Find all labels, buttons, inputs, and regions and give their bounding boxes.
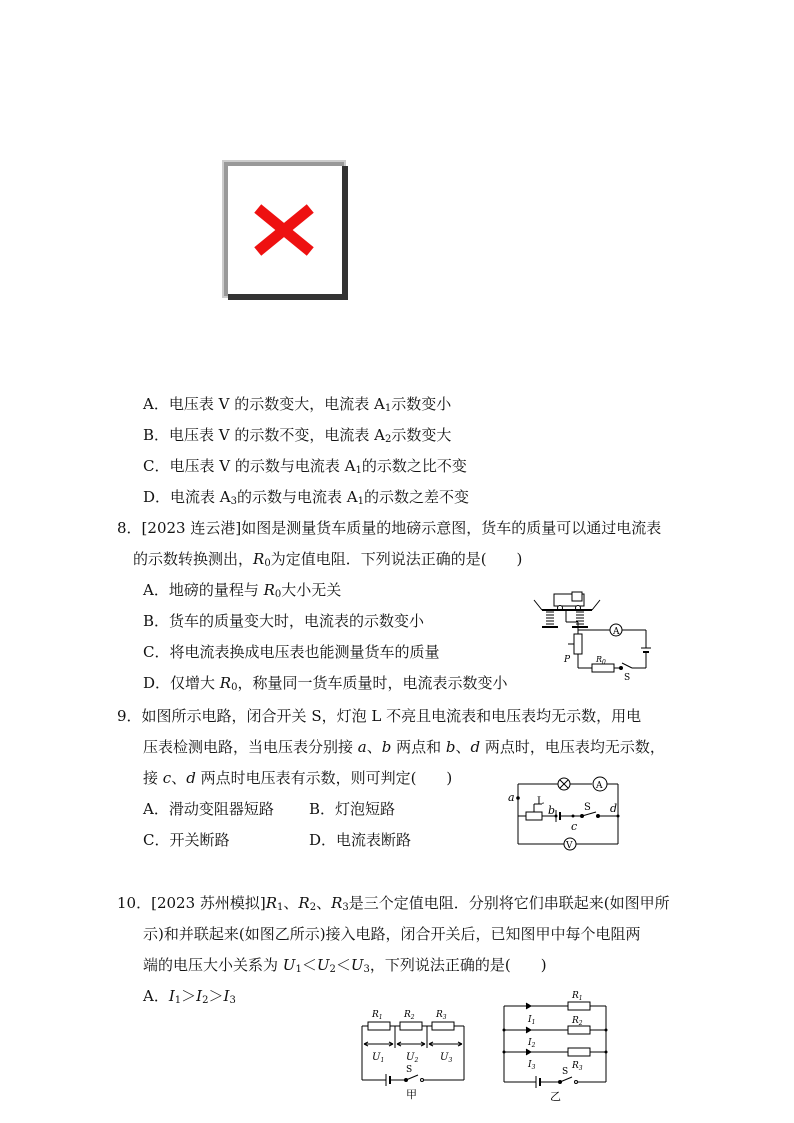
q10-stem-line1: [117, 893, 670, 918]
symbol: U: [372, 1052, 381, 1063]
q9-option-c: C．开关断路: [143, 831, 230, 849]
symbol: U: [440, 1052, 449, 1063]
label-switch: S: [406, 1065, 413, 1075]
subscript: 0: [264, 558, 271, 569]
subscript: 3: [229, 995, 236, 1006]
subscript: 2: [385, 434, 392, 445]
q7-option-b-text: B．电压表 V 的示数不变，电流表 A: [143, 426, 385, 444]
caption-yi: 乙: [550, 1090, 561, 1102]
q9-stem-line3: [143, 768, 452, 788]
point-b: b: [381, 738, 392, 756]
subscript: 1: [378, 1014, 383, 1021]
text: ＜: [335, 956, 351, 974]
subscript: 0: [602, 659, 606, 666]
text: 、: [283, 894, 299, 912]
label-r2: [403, 1010, 415, 1021]
symbol: R: [572, 991, 579, 1001]
label-c: c: [571, 820, 578, 833]
text: ＞: [181, 987, 197, 1005]
symbol: R: [404, 1010, 411, 1020]
symbol: I: [168, 987, 175, 1005]
symbol: R: [219, 674, 232, 692]
subscript: 0: [231, 682, 238, 693]
text: 大小无关: [281, 581, 342, 599]
q7-option-b-text-end: 示数变大: [391, 426, 452, 444]
label-u1: [372, 1052, 384, 1064]
q10-stem-line3: [143, 955, 547, 980]
subscript: 0: [274, 589, 282, 600]
symbol: R: [596, 655, 603, 664]
subscript: 3: [363, 964, 370, 975]
q8-stem-line1: 8．[2023 连云港]如图是测量货车质量的地磅示意图，货车的质量可以通过电流表: [117, 519, 662, 537]
q9-stem-line1: 9．如图所示电路，闭合开关 S，灯泡 L 不亮且电流表和电压表均无示数，用电: [117, 707, 642, 725]
symbol: I: [196, 987, 203, 1005]
label-i2: [527, 1038, 536, 1049]
label-a: a: [508, 791, 515, 804]
voltmeter-label: V: [566, 841, 573, 851]
text: 端的电压大小关系为: [143, 956, 283, 974]
point-c: c: [162, 769, 172, 787]
q8-option-c: C．将电流表换成电压表也能测量货车的质量: [143, 643, 440, 661]
symbol: R: [263, 581, 275, 599]
q8-option-a: [143, 580, 341, 605]
q10-option-a: [143, 986, 236, 1011]
q8-option-b: B．货车的质量变大时，电流表的示数变小: [143, 612, 425, 630]
text: 、: [316, 894, 332, 912]
broken-image-icon: [222, 160, 350, 302]
subscript: 1: [355, 465, 362, 476]
subscript: 1: [357, 496, 364, 507]
symbol: R: [253, 550, 265, 568]
label-d: d: [610, 802, 618, 815]
text: ＜: [301, 956, 317, 974]
text: 两点时，电压表均无示数，: [480, 738, 665, 756]
subscript: 2: [531, 1042, 536, 1049]
ammeter-label: A: [613, 627, 620, 637]
subscript: 1: [531, 1019, 536, 1026]
symbol: R: [572, 1016, 579, 1026]
text: 、: [455, 738, 471, 756]
symbol: R: [331, 894, 343, 912]
q7-option-d-text: D．电流表 A: [143, 488, 231, 506]
text: ＞: [208, 987, 224, 1005]
q7-option-d-text-end: 的示数之差不变: [364, 488, 470, 506]
label-i1: [527, 1015, 535, 1026]
q9-stem-line2: [143, 737, 665, 757]
subscript: 1: [384, 403, 392, 414]
q9-option-b: B．灯泡短路: [309, 800, 396, 818]
point-b: b: [445, 738, 456, 756]
symbol: U: [406, 1052, 415, 1063]
subscript: 3: [578, 1065, 583, 1072]
label-r1: [571, 991, 583, 1002]
symbol: I: [528, 1038, 532, 1048]
symbol: R: [372, 1010, 379, 1020]
subscript: 3: [342, 902, 349, 913]
symbol: R: [298, 894, 310, 912]
q7-option-a-text-end: 示数变小: [391, 395, 452, 413]
label-switch: S: [562, 1067, 569, 1077]
text: 的示数转换测出，: [133, 550, 254, 568]
q8-stem-line2: [133, 549, 522, 574]
q7-option-d: [143, 487, 469, 512]
point-d: d: [186, 769, 196, 787]
label-L: L: [537, 796, 544, 807]
label-r3: [571, 1061, 583, 1072]
text: 两点时电压表有示数，则可判定( ): [195, 769, 453, 787]
q8-option-d: [143, 673, 507, 698]
label-r2: [571, 1016, 583, 1027]
q9-circuit-diagram: [508, 774, 626, 852]
point-d: d: [470, 738, 481, 756]
switch-label: S: [624, 673, 631, 682]
label-r1: [371, 1010, 383, 1021]
subscript: 3: [448, 1057, 453, 1064]
subscript: 3: [531, 1064, 536, 1071]
label-u3: [440, 1052, 452, 1064]
label-S: S: [584, 802, 591, 813]
symbol: R: [572, 1061, 579, 1071]
symbol: I: [528, 1060, 532, 1070]
text: 为定值电阻．下列说法正确的是( ): [270, 550, 523, 568]
text: D．仅增大: [143, 674, 220, 692]
q7-option-d-text-mid: 的示数与电流表 A: [237, 488, 358, 506]
subscript: 2: [578, 1020, 583, 1027]
q7-option-a-text: A．电压表 V 的示数变大，电流表 A: [143, 395, 385, 413]
text: 压表检测电路，当电压表分别接: [143, 738, 358, 756]
subscript: 1: [295, 964, 302, 975]
q7-option-c-text-end: 的示数之比不变: [361, 457, 467, 475]
text: 是三个定值电阻．分别将它们串联起来(如图甲所: [348, 894, 670, 912]
q10-series-circuit-jia: [358, 1004, 470, 1100]
broken-image-placeholder: [222, 160, 350, 302]
subscript: 2: [410, 1014, 415, 1021]
label-b: b: [548, 804, 556, 817]
q7-option-c-text: C．电压表 V 的示数与电流表 A: [143, 457, 356, 475]
caption-jia: 甲: [406, 1088, 417, 1100]
label-u2: [406, 1052, 418, 1064]
symbol: I: [528, 1015, 532, 1025]
label-r3: [435, 1010, 447, 1021]
text: A．: [143, 987, 169, 1005]
point-a: a: [357, 738, 367, 756]
text: ，下列说法正确的是( ): [369, 956, 547, 974]
text: 接: [143, 769, 163, 787]
subscript: 1: [174, 995, 182, 1006]
slider-label: P: [564, 655, 571, 665]
q7-option-b: [143, 425, 451, 450]
subscript: 2: [202, 995, 209, 1006]
label-i3: [527, 1060, 536, 1071]
text: 10．[2023 苏州模拟]: [117, 894, 266, 912]
text: 、: [171, 769, 187, 787]
q7-option-c: [143, 456, 467, 481]
q9-option-d: D．电流表断路: [309, 831, 412, 849]
text: 两点和: [391, 738, 446, 756]
ammeter-label: A: [596, 781, 603, 791]
symbol: R: [265, 894, 278, 912]
q10-parallel-circuit-yi: [498, 990, 612, 1102]
symbol: U: [282, 956, 296, 974]
symbol: I: [223, 987, 230, 1005]
symbol: R: [436, 1010, 443, 1020]
subscript: 1: [380, 1057, 385, 1064]
subscript: 2: [329, 964, 336, 975]
q7-option-a: [143, 394, 451, 419]
text: 、: [366, 738, 382, 756]
subscript: 1: [578, 995, 583, 1002]
subscript: 3: [442, 1014, 447, 1021]
text: A．地磅的量程与: [143, 581, 264, 599]
text: ，称量同一货车质量时，电流表示数变小: [237, 674, 508, 692]
q8-weighbridge-diagram: [528, 590, 658, 682]
subscript: 2: [414, 1057, 419, 1064]
q9-option-a: A．滑动变阻器短路: [143, 800, 274, 818]
symbol: U: [316, 956, 330, 974]
symbol: U: [350, 956, 364, 974]
subscript: 3: [230, 496, 238, 507]
subscript: 1: [277, 902, 284, 913]
q10-stem-line2: 示)和并联起来(如图乙所示)接入电路，闭合开关后，已知图甲中每个电阻两: [143, 925, 641, 943]
subscript: 2: [309, 902, 317, 913]
